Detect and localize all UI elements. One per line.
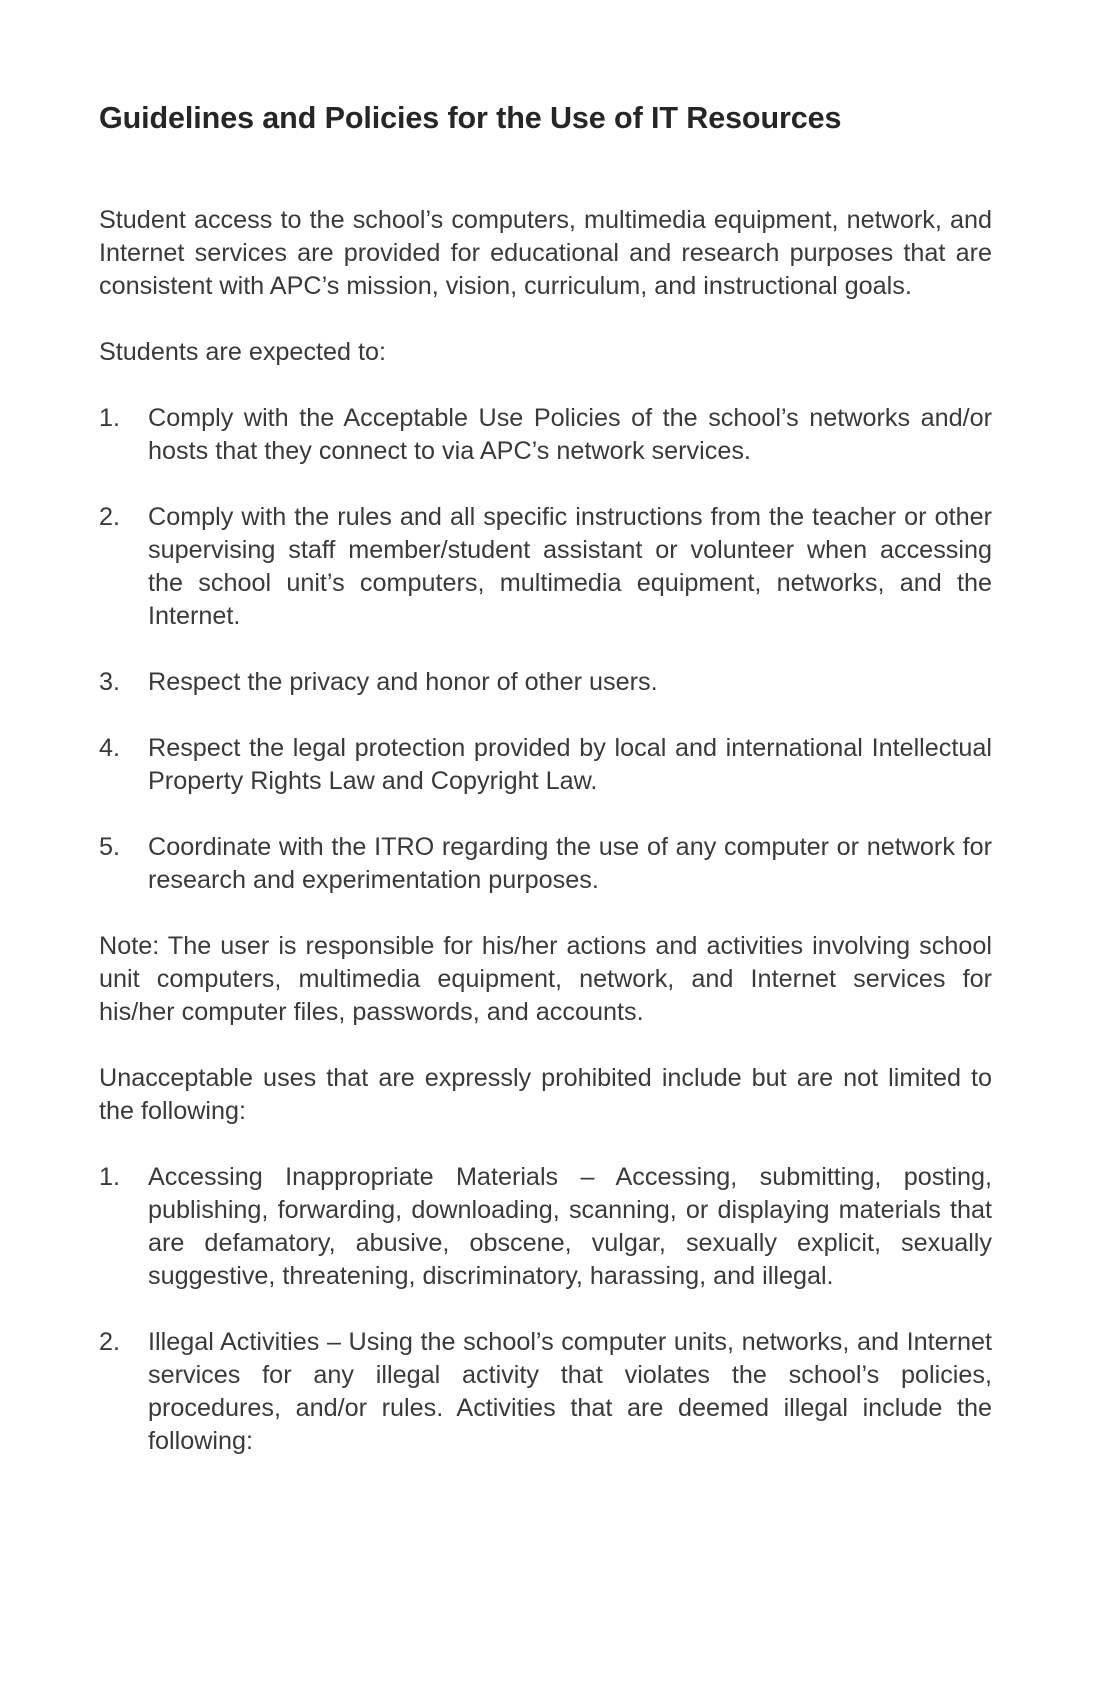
expected-item bbox=[99, 831, 992, 897]
prohibited-item bbox=[99, 1326, 992, 1458]
prohibited-lead: Unacceptable uses that are expressly prohibited include but are not limited to the following: bbox=[99, 1064, 992, 1125]
item-number: 3. bbox=[99, 668, 121, 696]
prohibited-list bbox=[99, 1161, 992, 1458]
expected-lead: Students are expected to: bbox=[99, 338, 387, 366]
expected-item bbox=[99, 732, 992, 798]
item-number: 2. bbox=[99, 503, 121, 531]
item-text: Accessing Inappropriate Materials – Accessing, submitting, posting, publishing, forwarding, downloading, scanning, or displaying materials that are defamatory, abusive, obscene, vulgar, sexually explicit, sexually suggestive, threatening, discriminatory, harassing, and illegal. bbox=[148, 1163, 992, 1290]
prohibited-item bbox=[99, 1161, 992, 1293]
item-number: 4. bbox=[99, 734, 121, 762]
item-number: 1. bbox=[99, 1163, 121, 1191]
item-text: Illegal Activities – Using the school’s computer units, networks, and Internet services for any illegal activity that violates the school’s policies, procedures, and/or rules. Activities that are deemed illegal include the following: bbox=[148, 1328, 992, 1455]
document-body bbox=[99, 204, 992, 1491]
page-title: Guidelines and Policies for the Use of IT Resources bbox=[99, 101, 842, 135]
expected-item bbox=[99, 402, 992, 468]
expected-item bbox=[99, 501, 992, 633]
item-text: Coordinate with the ITRO regarding the use of any computer or network for research and experimentation purposes. bbox=[148, 833, 992, 894]
intro-paragraph: Student access to the school’s computers, multimedia equipment, network, and Internet services are provided for educational and research purposes that are consistent with APC’s mission, vision, curriculum, and instructional goals. bbox=[99, 206, 992, 300]
item-number: 2. bbox=[99, 1328, 121, 1356]
expected-list bbox=[99, 402, 992, 897]
item-number: 1. bbox=[99, 404, 121, 432]
expected-item bbox=[99, 666, 992, 699]
item-number: 5. bbox=[99, 833, 121, 861]
note-paragraph: Note: The user is responsible for his/her actions and activities involving school unit computers, multimedia equipment, network, and Internet services for his/her computer files, passwords, and accounts. bbox=[99, 932, 992, 1026]
item-text: Respect the legal protection provided by local and international Intellectual Property Rights Law and Copyright Law. bbox=[148, 734, 992, 795]
item-text: Comply with the Acceptable Use Policies of the school’s networks and/or hosts that they connect to via APC’s network services. bbox=[148, 404, 992, 465]
item-text: Comply with the rules and all specific instructions from the teacher or other supervising staff member/student assistant or volunteer when accessing the school unit’s computers, multimedia equipment, networks, and the Internet. bbox=[148, 503, 992, 630]
item-text: Respect the privacy and honor of other users. bbox=[148, 668, 658, 696]
